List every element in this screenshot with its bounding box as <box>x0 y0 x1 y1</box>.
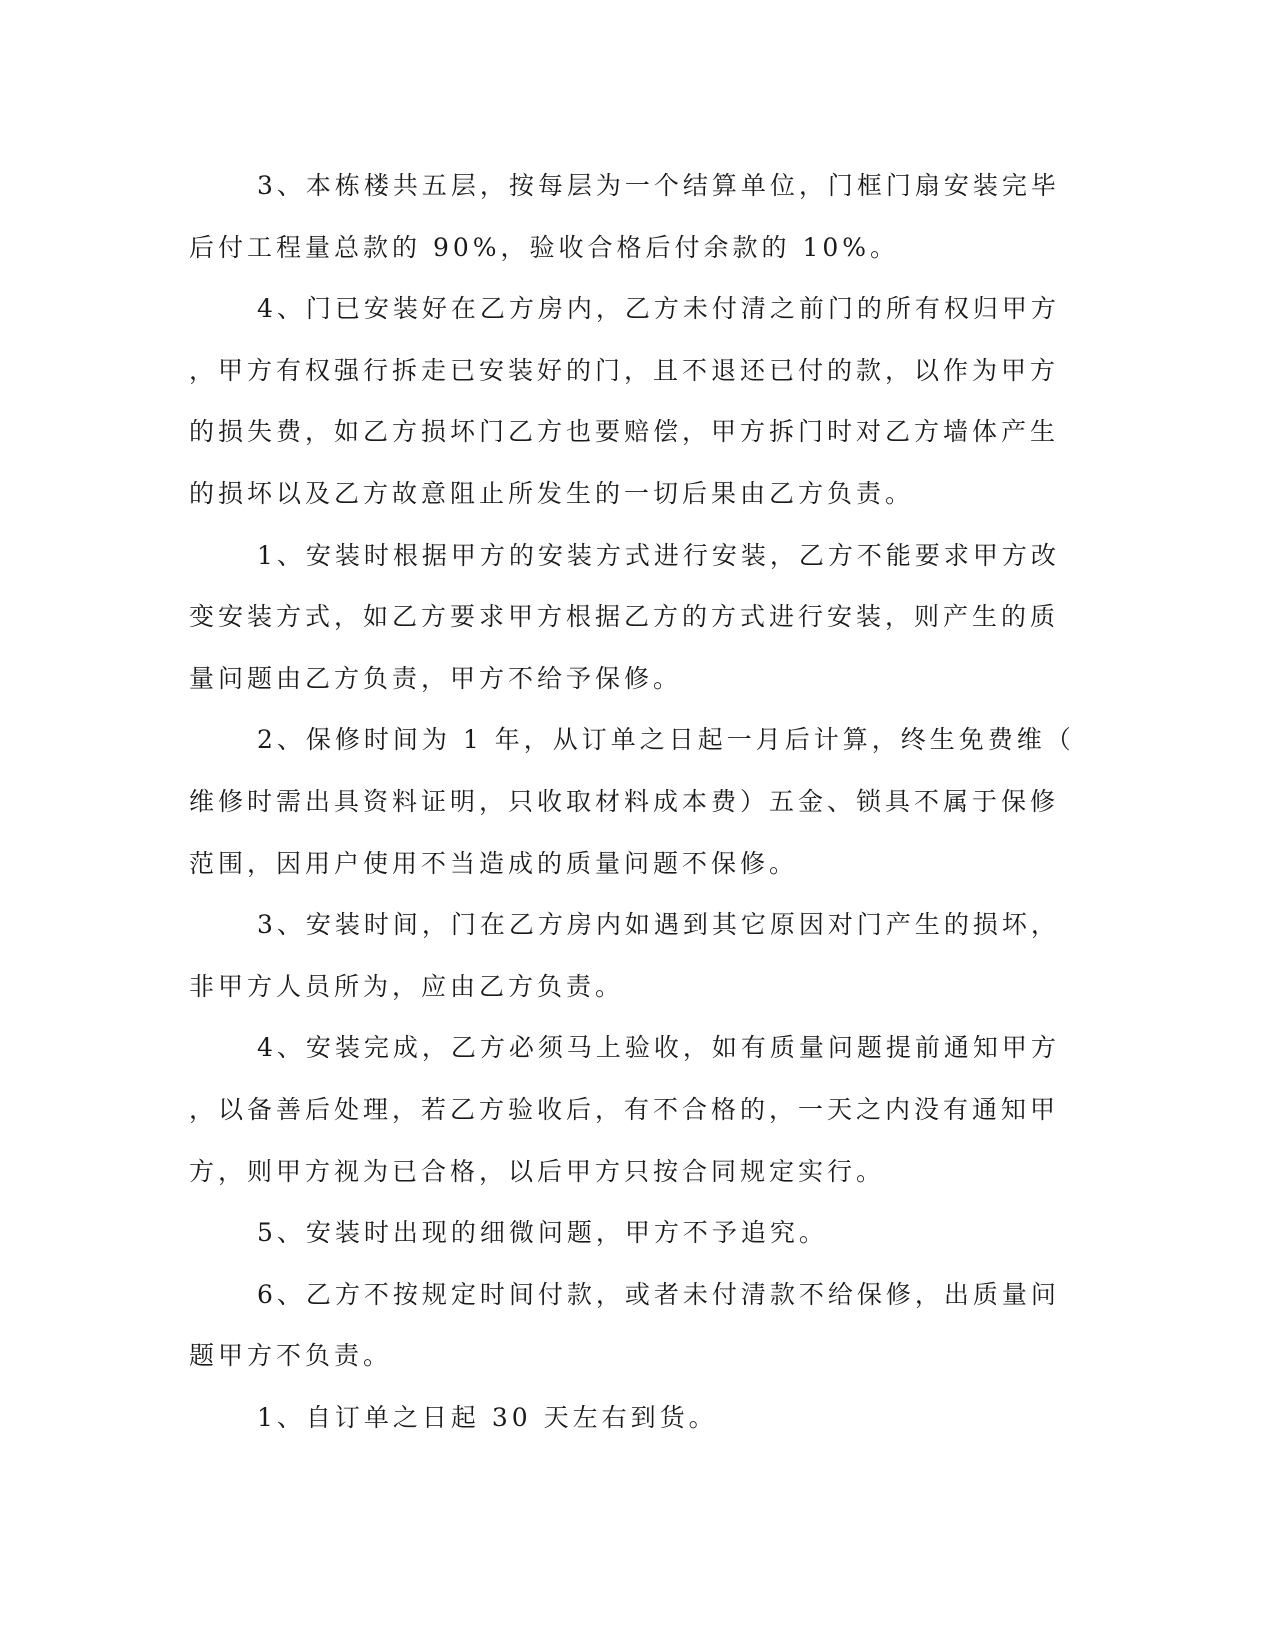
text-line: 题甲方不负责。 <box>189 1341 393 1371</box>
paragraph-delivery <box>189 1387 1064 1449</box>
text-line: 的损失费，如乙方损坏门乙方也要赔偿，甲方拆门时对乙方墙体产生 <box>189 417 1060 447</box>
text-line: 3、本栋楼共五层，按每层为一个结算单位，门框门扇安装完毕 <box>257 171 1060 200</box>
text-line: 6、乙方不按规定时间付款，或者未付清款不给保修，出质量问 <box>257 1279 1060 1309</box>
text-line: 3、安装时间，门在乙方房内如遇到其它原因对门产生的损坏， <box>257 910 1060 940</box>
text-line: 4、门已安装好在乙方房内，乙方未付清之前门的所有权归甲方 <box>257 294 1060 324</box>
text-line: 非甲方人员所为，应由乙方负责。 <box>189 971 625 1001</box>
text-line: ，以备善后处理，若乙方验收后，有不合格的，一天之内没有通知甲 <box>189 1094 1060 1124</box>
paragraph-payment-schedule <box>189 155 1064 278</box>
text-line: 范围，因用户使用不当造成的质量问题不保修。 <box>189 848 799 878</box>
text-line: 4、安装完成，乙方必须马上验收，如有质量问题提前通知甲方 <box>257 1033 1060 1063</box>
paragraph-warranty-period <box>189 709 1075 894</box>
text-line: 后付工程量总款的 90%，验收合格后付余款的 10%。 <box>189 232 900 262</box>
text-line: 1、安装时根据甲方的安装方式进行安装，乙方不能要求甲方改 <box>257 540 1060 570</box>
text-line: 5、安装时出现的细微问题，甲方不予追究。 <box>257 1218 828 1248</box>
text-line: 的损坏以及乙方故意阻止所发生的一切后果由乙方负责。 <box>189 478 915 508</box>
document-body <box>189 155 1075 1448</box>
paragraph-installation-method <box>189 525 1064 710</box>
text-line: 量问题由乙方负责，甲方不给予保修。 <box>189 663 683 693</box>
paragraph-acceptance <box>189 1017 1064 1202</box>
paragraph-installation-time <box>189 894 1064 1017</box>
text-line: 1、自订单之日起 30 天左右到货。 <box>257 1402 718 1432</box>
text-line: 维修时需出具资料证明，只收取材料成本费）五金、锁具不属于保修 <box>189 786 1060 816</box>
text-line: ，甲方有权强行拆走已安装好的门，且不退还已付的款，以作为甲方 <box>189 355 1060 385</box>
paragraph-late-payment <box>189 1264 1064 1387</box>
paragraph-ownership <box>189 278 1064 524</box>
text-line: 2、保修时间为 1 年，从订单之日起一月后计算，终生免费维（ <box>257 725 1075 755</box>
text-line: 变安装方式，如乙方要求甲方根据乙方的方式进行安装，则产生的质 <box>189 602 1060 632</box>
paragraph-minor-issues <box>189 1202 1064 1264</box>
text-line: 方，则甲方视为已合格，以后甲方只按合同规定实行。 <box>189 1156 886 1186</box>
